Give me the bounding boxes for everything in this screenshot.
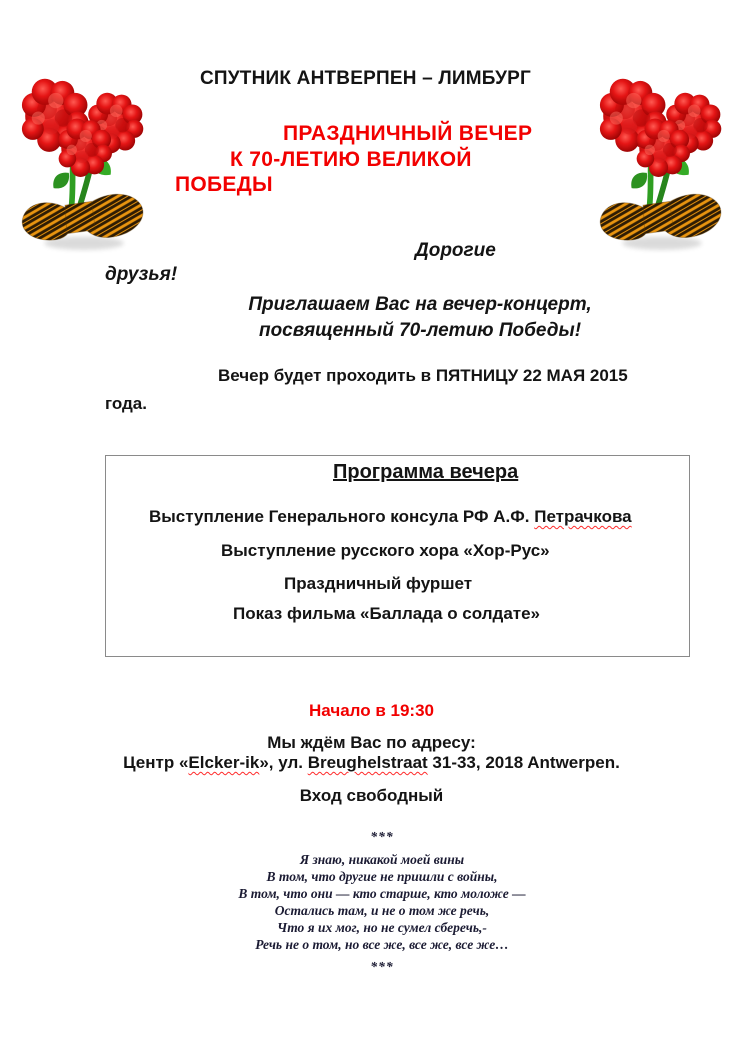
poem-divider-top: *** <box>370 829 394 844</box>
program-item-1-spellchecked-name: Петрачкова <box>534 507 632 526</box>
free-entry-note: Вход свободный <box>299 786 444 805</box>
address-line <box>0 753 743 773</box>
program-item-consul-speech <box>149 507 632 527</box>
invitation-line-1: Приглашаем Вас на вечер-концерт, <box>248 294 592 315</box>
start-time: Начало в 19:30 <box>309 701 434 720</box>
main-heading-line-2: К 70-ЛЕТИЮ ВЕЛИКОЙ <box>230 148 472 171</box>
poem-line: В том, что другие не пришли с войны, <box>266 869 498 884</box>
poem-line: Что я их мог, но не сумел сберечь,- <box>277 920 487 935</box>
program-title: Программа вечера <box>333 461 519 483</box>
program-item-choir: Выступление русского хора «Хор-Рус» <box>221 541 550 560</box>
address-part-1: Центр « <box>123 753 189 772</box>
main-heading-line-1: ПРАЗДНИЧНЫЙ ВЕЧЕР <box>283 122 533 145</box>
address-part-3: 31-33, 2018 Antwerpen. <box>427 753 620 772</box>
org-title: СПУТНИК АНТВЕРПЕН – ЛИМБУРГ <box>200 68 532 89</box>
address-venue-spellchecked: Elcker-ik <box>188 753 260 772</box>
poem-line: Я знаю, никакой моей вины <box>299 852 465 867</box>
invitation-line-2: посвященный 70-летию Победы! <box>258 320 582 341</box>
invitation-text <box>97 292 743 344</box>
address-street-spellchecked: Breughelstraat <box>307 753 428 772</box>
address-intro: Мы ждём Вас по адресу: <box>267 733 476 752</box>
event-date-line-1: Вечер будет проходить в ПЯТНИЦУ 22 МАЯ 2015 <box>218 366 628 385</box>
poem-divider-bottom: *** <box>370 959 394 974</box>
poem-block <box>22 828 742 975</box>
program-box <box>105 455 690 657</box>
address-part-2: », ул. <box>259 753 308 772</box>
poem-line: Остались там, и не о том же речь, <box>274 903 490 918</box>
main-heading-line-3: ПОБЕДЫ <box>175 173 273 196</box>
greeting-word-1: Дорогие <box>415 240 496 261</box>
carnation-bouquet-icon <box>8 64 160 258</box>
program-item-film: Показ фильма «Баллада о солдате» <box>233 604 541 623</box>
poem-line: В том, что они — кто старше, кто моложе — <box>238 886 526 901</box>
event-date-line-2: года. <box>105 394 147 413</box>
program-item-1-text: Выступление Генерального консула РФ А.Ф. <box>149 507 535 526</box>
poem-line: Речь не о том, но все же, все же, все же… <box>255 937 509 952</box>
greeting-word-2: друзья! <box>105 264 178 285</box>
carnation-bouquet-icon <box>586 64 738 258</box>
program-item-buffet: Праздничный фуршет <box>284 574 473 593</box>
